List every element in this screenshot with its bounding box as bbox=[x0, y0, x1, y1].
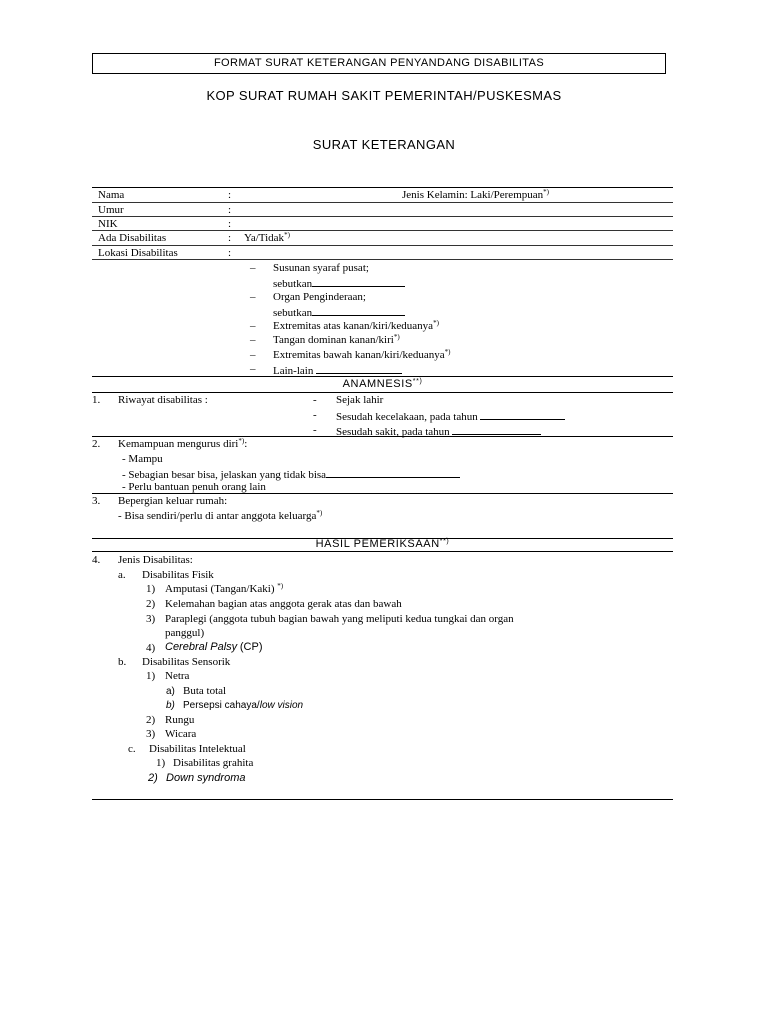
list-marker: 1) bbox=[156, 757, 166, 769]
label-nik: NIK bbox=[98, 218, 118, 230]
question-number: 3. bbox=[92, 495, 101, 507]
dash: - bbox=[313, 394, 317, 406]
hasil-heading: HASIL PEMERIKSAAN**) bbox=[315, 538, 450, 550]
kemampuan-option: - Perlu bantuan penuh orang lain bbox=[122, 481, 266, 493]
colon: : bbox=[228, 204, 232, 216]
dash: – bbox=[250, 363, 256, 375]
question-number: 4. bbox=[92, 554, 101, 566]
intelektual-item: Disabilitas grahita bbox=[173, 757, 254, 769]
disabilitas-intelektual-label: Disabilitas Intelektual bbox=[149, 743, 246, 755]
jenis-disabilitas-label: Jenis Disabilitas: bbox=[118, 554, 193, 566]
dash: – bbox=[250, 320, 256, 332]
question-number: 2. bbox=[92, 438, 101, 450]
dash: – bbox=[250, 349, 256, 361]
colon: : bbox=[228, 189, 232, 201]
bepergian-option: - Bisa sendiri/perlu di antar anggota keluarga*) bbox=[118, 509, 323, 522]
bepergian-label: Bepergian keluar rumah: bbox=[118, 495, 228, 507]
list-marker: 1) bbox=[146, 670, 156, 682]
riwayat-option: Sesudah kecelakaan, pada tahun bbox=[336, 409, 565, 424]
list-marker: 1) bbox=[146, 583, 156, 595]
dash: – bbox=[250, 262, 256, 274]
rule bbox=[92, 436, 673, 437]
lokasi-lain: Lain-lain bbox=[273, 363, 402, 378]
list-marker: 2) bbox=[146, 598, 156, 610]
list-marker: b) bbox=[166, 700, 175, 711]
dash: - bbox=[313, 409, 317, 421]
list-marker: 2) bbox=[148, 772, 158, 784]
label-ada-disabilitas: Ada Disabilitas bbox=[98, 232, 167, 244]
dash: – bbox=[250, 291, 256, 303]
dash: – bbox=[250, 334, 256, 346]
rule bbox=[92, 376, 673, 377]
netra-item: Persepsi cahaya/low vision bbox=[183, 700, 304, 711]
fisik-item: Cerebral Palsy (CP) bbox=[165, 641, 263, 653]
list-marker: b. bbox=[118, 656, 127, 668]
list-marker: c. bbox=[128, 743, 136, 755]
kemampuan-option: - Sebagian besar bisa, jelaskan yang tidak bisa bbox=[122, 467, 460, 482]
netra-item: Buta total bbox=[183, 685, 227, 697]
label-lokasi: Lokasi Disabilitas bbox=[98, 247, 178, 259]
rule bbox=[92, 216, 673, 217]
dash: - bbox=[313, 424, 317, 436]
riwayat-option: Sejak lahir bbox=[336, 394, 384, 406]
list-marker: 3) bbox=[146, 613, 156, 625]
rule bbox=[92, 202, 673, 203]
kemampuan-label: Kemampuan mengurus diri*): bbox=[118, 437, 248, 450]
list-marker: a. bbox=[118, 569, 126, 581]
ya-tidak: Ya/Tidak*) bbox=[244, 231, 290, 244]
lokasi-tangan: Tangan dominan kanan/kiri*) bbox=[273, 333, 400, 346]
jenis-kelamin: Jenis Kelamin: Laki/Perempuan*) bbox=[402, 188, 549, 201]
riwayat-label: Riwayat disabilitas : bbox=[118, 394, 208, 406]
rule bbox=[92, 551, 673, 552]
rule-bottom bbox=[92, 799, 673, 800]
colon: : bbox=[228, 218, 232, 230]
list-marker: 3) bbox=[146, 728, 156, 740]
intelektual-item: Down syndroma bbox=[166, 772, 246, 784]
list-marker: 4) bbox=[146, 642, 156, 654]
label-nama: Nama bbox=[98, 189, 125, 201]
disabilitas-sensorik-label: Disabilitas Sensorik bbox=[142, 656, 231, 668]
lokasi-organ: Organ Penginderaan; bbox=[273, 291, 366, 303]
rule bbox=[92, 245, 673, 246]
rule bbox=[92, 493, 673, 494]
colon: : bbox=[228, 232, 232, 244]
list-marker: a) bbox=[166, 686, 175, 697]
disabilitas-fisik-label: Disabilitas Fisik bbox=[142, 569, 214, 581]
fisik-item: Kelemahan bagian atas anggota gerak atas dan bawah bbox=[165, 598, 402, 610]
riwayat-option: Sesudah sakit, pada tahun bbox=[336, 424, 541, 439]
rule-top bbox=[92, 187, 673, 188]
lokasi-ekstremitas-bawah: Extremitas bawah kanan/kiri/keduanya*) bbox=[273, 348, 451, 361]
document-title: SURAT KETERANGAN bbox=[312, 137, 456, 152]
sensorik-item: Netra bbox=[165, 670, 190, 682]
lokasi-syaraf: Susunan syaraf pusat; bbox=[273, 262, 369, 274]
rule bbox=[92, 230, 673, 231]
sensorik-item: Rungu bbox=[165, 714, 195, 726]
format-title-box bbox=[92, 53, 666, 74]
kemampuan-option: - Mampu bbox=[122, 453, 163, 465]
list-marker: 2) bbox=[146, 714, 156, 726]
format-title: FORMAT SURAT KETERANGAN PENYANDANG DISABILITAS bbox=[213, 57, 545, 69]
rule bbox=[92, 259, 673, 260]
question-number: 1. bbox=[92, 394, 101, 406]
rule bbox=[92, 392, 673, 393]
lokasi-syaraf-sebutkan: sebutkan bbox=[273, 276, 405, 291]
colon: : bbox=[228, 247, 232, 259]
fisik-item: Amputasi (Tangan/Kaki) *) bbox=[165, 582, 284, 595]
sensorik-item: Wicara bbox=[165, 728, 197, 740]
kop-title: KOP SURAT RUMAH SAKIT PEMERINTAH/PUSKESMAS bbox=[206, 88, 562, 103]
label-umur: Umur bbox=[98, 204, 124, 216]
anamnesis-heading: ANAMNESIS**) bbox=[342, 378, 423, 390]
fisik-item: Paraplegi (anggota tubuh bagian bawah yang meliputi kedua tungkai dan organ bbox=[165, 613, 514, 625]
lokasi-ekstremitas-atas: Extremitas atas kanan/kiri/keduanya*) bbox=[273, 319, 439, 332]
lokasi-organ-sebutkan: sebutkan bbox=[273, 305, 405, 320]
fisik-item-continued: panggul) bbox=[165, 627, 205, 639]
